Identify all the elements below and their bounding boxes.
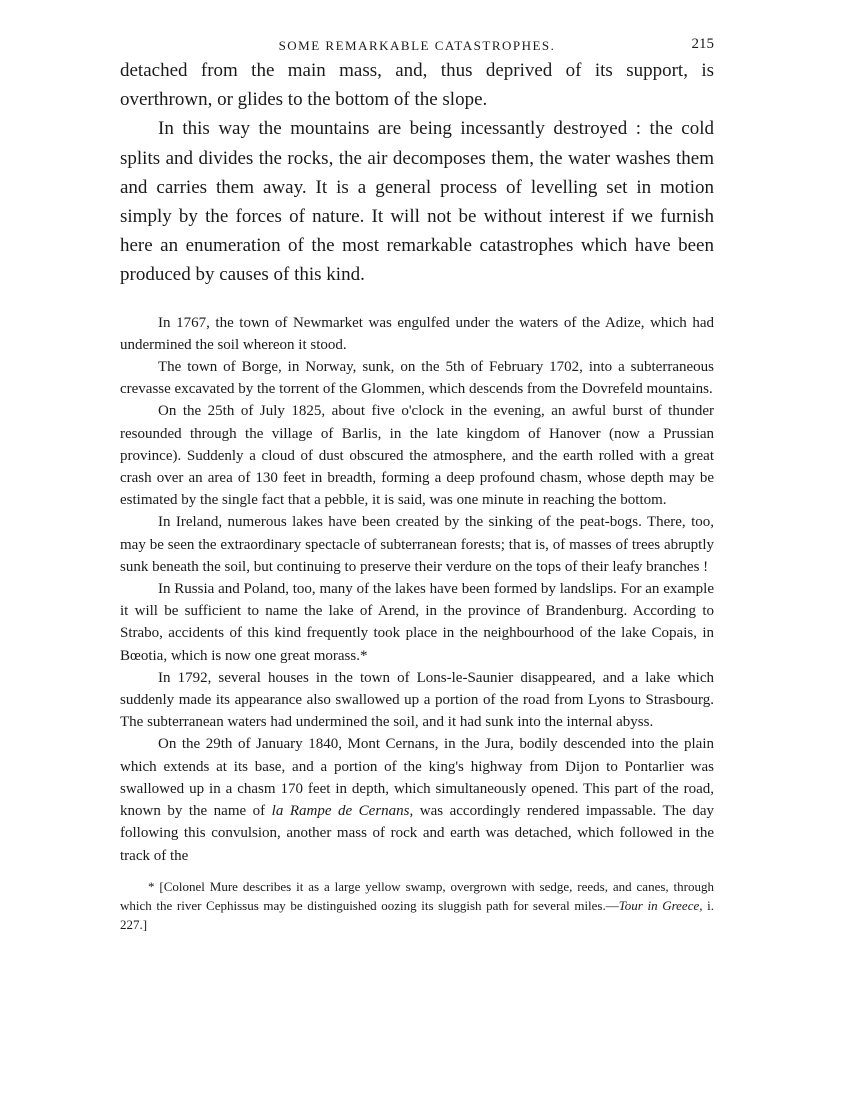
- paragraph: The town of Borge, in Norway, sunk, on the 5th of February 1702, into a subterraneous crevasse excavated by the torrent of the Glommen, which descends from the Dovrefeld mountains.: [120, 359, 714, 398]
- paragraph: In 1767, the town of Newmarket was engulfed under the waters of the Adize, which had undermined the soil whereon it stood.: [120, 314, 714, 353]
- text-run: was accordingly rendered impassable. The day following this convulsion, another mass of rock and earth was detached, which followed in the track of the: [120, 803, 715, 864]
- running-head: SOME REMARKABLE CATASTROPHES.: [278, 38, 556, 53]
- paragraph: In Russia and Poland, too, many of the lakes have been formed by landslips. For an example it will be sufficient to name the lake of Arend, in the province of Brandenburg. According to Strabo, accidents of this kind frequently took place in the neighbourhood of the lake Copais, in Bœotia, which is now one great morass.*: [120, 581, 714, 664]
- footnote: [120, 877, 714, 934]
- paragraph: In 1792, several houses in the town of Lons-le-Saunier disappeared, and a lake which suddenly made its appearance also swallowed up a portion of the road from Lyons to Strasbourg. The subterranean waters had undermined the soil, and it had sunk into the internal abyss.: [120, 669, 714, 731]
- source-title: Tour in Greece,: [618, 897, 703, 913]
- main-text: [120, 56, 714, 290]
- paragraph: detached from the main mass, and, thus deprived of its support, is overthrown, or glides to the bottom of the slope.: [120, 60, 714, 111]
- footnote-text: [120, 877, 714, 934]
- paragraph: [120, 733, 714, 866]
- text-run: On the 29th of January 1840, Mont Cernans, in the Jura, bodily descended into the plain which extends at its base, and a portion of the king's highway from Dijon to Pontarlier was swallowed up in a chasm 170 feet in depth, which simultaneously opened. This part of the road, known by the name of: [120, 736, 714, 820]
- book-page: [120, 30, 714, 934]
- paragraph: In this way the mountains are being incessantly destroyed : the cold splits and divides the rocks, the air decomposes them, the water washes them and carries them away. It is a general process of levelling set in motion simply by the forces of nature. It will not be without interest if we furnish here an enumeration of the most remarkable catastrophes which have been produced by causes of this kind.: [120, 118, 714, 286]
- text-run: * [Colonel Mure describes it as a large yellow swamp, overgrown with sedge, reeds, and canes, through which the river Cephissus may be distinguished oozing its sluggish path for several miles.—: [120, 878, 714, 913]
- page-header: [120, 30, 714, 56]
- paragraph: In Ireland, numerous lakes have been created by the sinking of the peat-bogs. There, too, may be seen the extraordinary spectacle of subterranean forests; that is, of masses of trees abruptly sunk beneath the soil, but continuing to preserve their verdure on the tops of their leafy branches !: [120, 514, 714, 575]
- page-number: 215: [691, 36, 714, 52]
- paragraph: On the 25th of July 1825, about five o'clock in the evening, an awful burst of thunder resounded through the village of Barlis, in the late kingdom of Hanover (now a Prussian province). Suddenly a cloud of dust obscured the atmosphere, and the earth rolled with a great crash over an area of 130 feet in breadth, forming a deep profound chasm, whose depth may be estimated by the single fact that a pebble, it is said, was one minute in reaching the bottom.: [120, 403, 714, 509]
- place-name: la Rampe de Cernans,: [271, 803, 414, 820]
- catastrophe-list: [120, 312, 714, 867]
- text-run: i. 227.]: [120, 897, 714, 932]
